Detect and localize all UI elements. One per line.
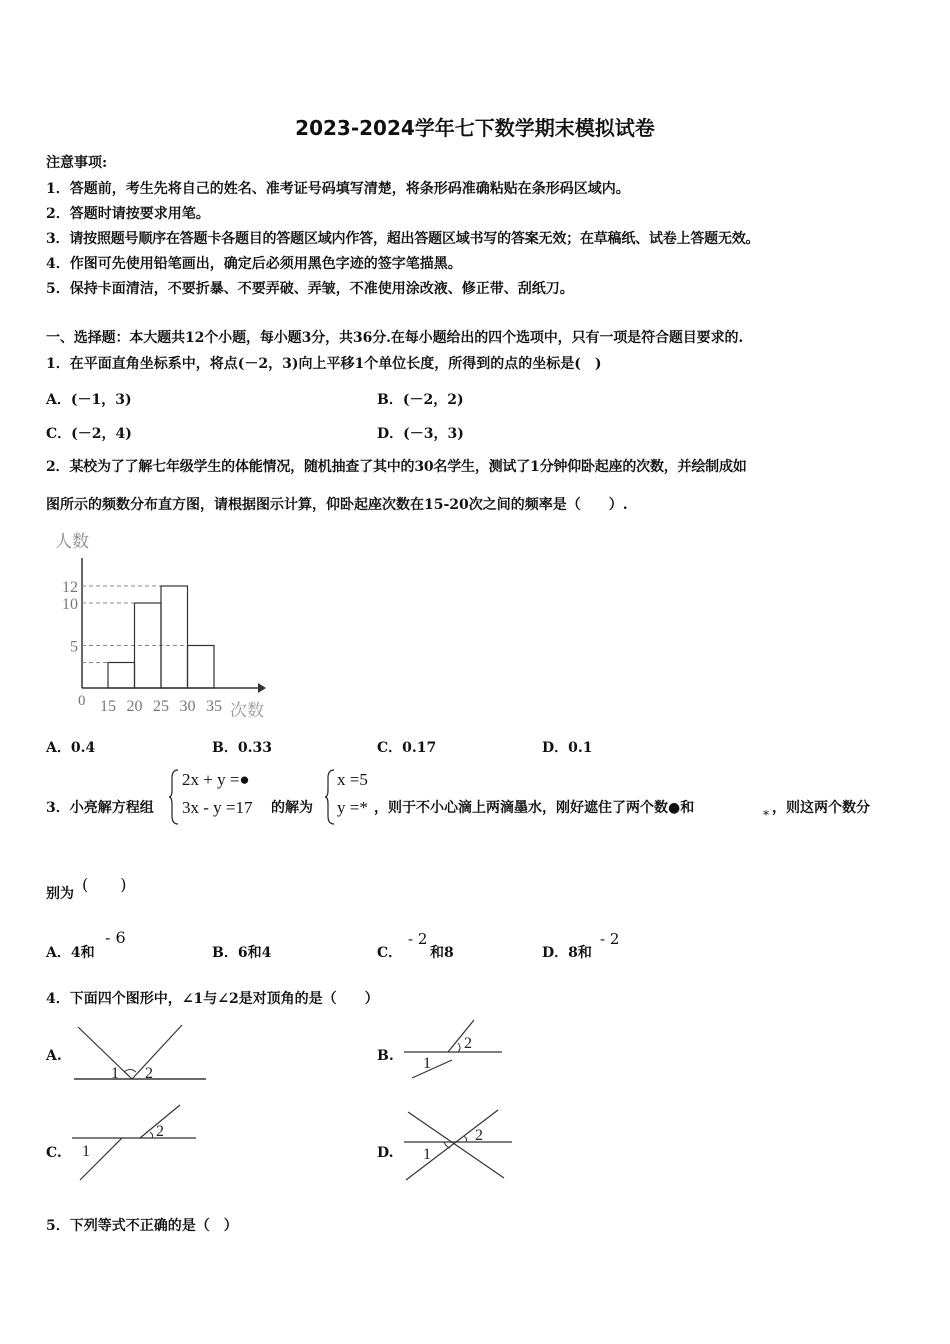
q3-prefix: 3．小亮解方程组 xyxy=(46,800,154,816)
q3-suffix: ，则于不小心滴上两滴墨水，刚好遮住了两个数●和 xyxy=(374,800,695,816)
q3-solution-1: x =5 xyxy=(337,770,368,789)
notice-heading: 注意事项: xyxy=(46,155,108,171)
left-brace-icon xyxy=(168,768,180,826)
q2-stem-line1: 2．某校为了了解七年级学生的体能情况，随机抽查了其中的30名学生，测试了1分钟仰卧起座的次数，并绘制成如 xyxy=(46,459,747,475)
section-heading: 一、选择题：本大题共12个小题，每小题3分，共36分.在每小题给出的四个选项中，只有一项是符合题目要求的. xyxy=(46,330,744,346)
origin-label: 0 xyxy=(78,693,86,709)
q3-option-c-sup: - 2 xyxy=(408,930,428,948)
q1-option-b[interactable]: B．(－2，2) xyxy=(377,392,464,408)
q5-stem: 5．下列等式不正确的是（ ） xyxy=(46,1218,238,1234)
histogram-bar-30-35 xyxy=(188,646,215,689)
q3-option-b[interactable]: B．6和4 xyxy=(212,945,272,961)
x-tick-label: 30 xyxy=(179,698,196,715)
q4-option-c[interactable]: C. xyxy=(46,1145,62,1161)
left-brace-icon xyxy=(324,768,336,826)
q3-mid-text: 的解为 xyxy=(271,800,313,816)
y-tick-label: 10 xyxy=(62,596,78,613)
notice-item-5: 5．保持卡面清洁，不要折暴、不要弄破、弄皱，不准使用涂改液、修正带、刮纸刀。 xyxy=(46,281,574,297)
histogram-chart xyxy=(46,528,296,723)
q2-option-a[interactable]: A．0.4 xyxy=(46,740,96,756)
q3-paren: ( ) xyxy=(82,875,127,894)
q1-option-c[interactable]: C．(－2，4) xyxy=(46,426,132,442)
notice-item-3: 3．请按照题号顺序在答题卡各题目的答题区域内作答，超出答题区域书写的答案无效；在草稿纸、试卷上答题无效。 xyxy=(46,231,760,247)
q1-stem: 1．在平面直角坐标系中，将点(－2，3)向上平移1个单位长度，所得到的点的坐标是( ) xyxy=(46,356,602,372)
notice-item-1: 1．答题前，考生先将自己的姓名、准考证号码填写清楚，将条形码准确粘贴在条形码区域内。 xyxy=(46,181,630,197)
q4-figure-d xyxy=(400,1106,516,1184)
q4-figure-b xyxy=(400,1016,510,1082)
x-tick-label: 25 xyxy=(153,698,169,715)
notice-item-4: 4．作图可先使用铅笔画出，确定后必须用黑色字迹的签字笔描黑。 xyxy=(46,256,462,272)
q4-stem: 4．下面四个图形中，∠1与∠2是对顶角的是（ ） xyxy=(46,991,379,1007)
y-axis-label: 人数 xyxy=(55,532,89,551)
q1-option-d[interactable]: D．(－3，3) xyxy=(377,426,464,442)
q2-option-c[interactable]: C．0.17 xyxy=(377,740,437,756)
x-axis-label: 次数 xyxy=(230,701,264,720)
histogram-bar-25-30 xyxy=(161,586,188,688)
angle-1-label: 1 xyxy=(423,1146,431,1163)
q4-option-a[interactable]: A. xyxy=(46,1048,62,1064)
x-tick-label: 20 xyxy=(126,698,143,715)
q4-figure-c xyxy=(70,1100,200,1184)
angle-1-label: 1 xyxy=(423,1055,431,1072)
angle-2-label: 2 xyxy=(475,1127,483,1144)
q3-equation-1: 2x + y =● xyxy=(182,770,250,789)
angle-2-label: 2 xyxy=(156,1123,164,1140)
x-tick-label: 35 xyxy=(206,698,222,715)
q3-star: * xyxy=(763,808,769,822)
q2-option-d[interactable]: D．0.1 xyxy=(542,740,593,756)
x-axis-arrow-icon xyxy=(258,683,266,693)
q2-option-b[interactable]: B．0.33 xyxy=(212,740,272,756)
q4-option-b[interactable]: B. xyxy=(377,1048,394,1064)
x-tick-label: 15 xyxy=(100,698,116,715)
q3-solution-2: y =* xyxy=(337,798,368,817)
q3-suffix-2: ，则这两个数分 xyxy=(772,800,870,816)
angle-2-label: 2 xyxy=(464,1035,472,1052)
q3-line2: 别为 xyxy=(46,886,74,902)
y-tick-label: 5 xyxy=(70,638,78,656)
notice-item-2: 2．答题时请按要求用笔。 xyxy=(46,206,210,222)
q3-option-c-end: 和8 xyxy=(430,945,454,961)
q3-option-a-sup: - 6 xyxy=(105,928,126,947)
y-tick-label: 12 xyxy=(62,579,78,596)
q2-stem-line2: 图所示的频数分布直方图，请根据图示计算，仰卧起座次数在15-20次之间的频率是（ ）. xyxy=(46,497,628,513)
q3-equation-2: 3x - y =17 xyxy=(182,798,253,817)
q4-option-d[interactable]: D. xyxy=(377,1145,394,1161)
q3-option-a[interactable]: A．4和 xyxy=(46,945,95,961)
angle-2-label: 2 xyxy=(145,1065,153,1082)
histogram-bar-15-20 xyxy=(108,663,135,689)
q3-option-d[interactable]: D．8和 xyxy=(542,945,592,961)
angle-1-label: 1 xyxy=(111,1065,119,1082)
q3-option-c[interactable]: C． xyxy=(377,945,403,961)
q4-figure-a xyxy=(70,1022,210,1084)
q1-option-a[interactable]: A．(－1，3) xyxy=(46,392,132,408)
q3-option-d-sup: - 2 xyxy=(600,930,620,948)
page-title: 2023-2024学年七下数学期末模拟试卷 xyxy=(295,116,655,140)
angle-1-label: 1 xyxy=(82,1143,90,1160)
